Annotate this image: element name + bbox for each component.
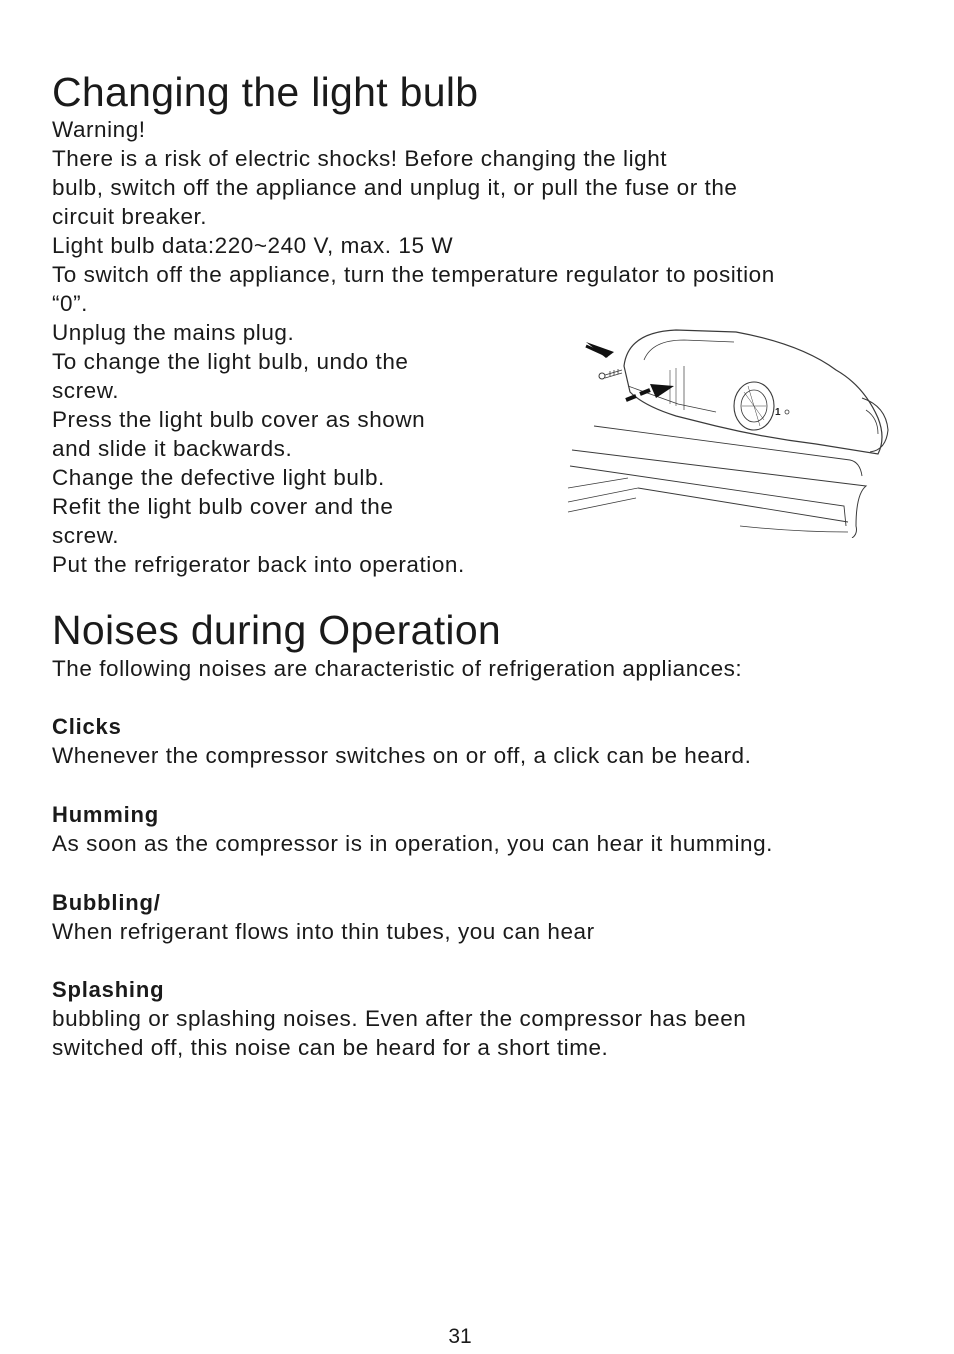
body-line: To switch off the appliance, turn the temperature regulator to position bbox=[52, 262, 775, 287]
body-line: There is a risk of electric shocks! Before changing the light bbox=[52, 146, 668, 171]
body-line: bulb, switch off the appliance and unplug it, or pull the fuse or the bbox=[52, 175, 738, 200]
bubbling-text: When refrigerant flows into thin tubes, you can hear bbox=[52, 919, 595, 944]
step-line: and slide it backwards. bbox=[52, 436, 293, 461]
noises-intro: The following noises are characteristic of refrigeration appliances: bbox=[52, 656, 743, 681]
page-number: 31 bbox=[448, 1325, 472, 1348]
bulb-data-line: Light bulb data:220~240 V, max. 15 W bbox=[52, 233, 454, 258]
step-line: screw. bbox=[52, 378, 120, 403]
humming-text: As soon as the compressor is in operation, you can hear it humming. bbox=[52, 831, 773, 856]
splashing-heading: Splashing bbox=[52, 977, 165, 1002]
splashing-text: bubbling or splashing noises. Even after the compressor has been bbox=[52, 1006, 747, 1031]
humming-heading: Humming bbox=[52, 802, 160, 827]
clicks-heading: Clicks bbox=[52, 714, 122, 739]
bubbling-heading: Bubbling/ bbox=[52, 890, 161, 915]
body-line: circuit breaker. bbox=[52, 204, 208, 229]
section-title-noises: Noises during Operation bbox=[52, 607, 502, 653]
clicks-text: Whenever the compressor switches on or off, a click can be heard. bbox=[52, 743, 752, 768]
step-line: To change the light bulb, undo the bbox=[52, 349, 409, 374]
step-line: Change the defective light bulb. bbox=[52, 465, 385, 490]
warning-label: Warning! bbox=[52, 117, 146, 142]
section-title-light-bulb: Changing the light bulb bbox=[52, 69, 479, 115]
step-line: screw. bbox=[52, 523, 120, 548]
figure-label: 1 bbox=[775, 407, 781, 418]
step-line: Unplug the mains plug. bbox=[52, 320, 295, 345]
light-bulb-cover-illustration bbox=[566, 326, 898, 538]
step-line: Press the light bulb cover as shown bbox=[52, 407, 426, 432]
step-line: Put the refrigerator back into operation. bbox=[52, 552, 465, 577]
body-line: “0”. bbox=[52, 291, 88, 316]
splashing-text: switched off, this noise can be heard for a short time. bbox=[52, 1035, 609, 1060]
step-line: Refit the light bulb cover and the bbox=[52, 494, 394, 519]
